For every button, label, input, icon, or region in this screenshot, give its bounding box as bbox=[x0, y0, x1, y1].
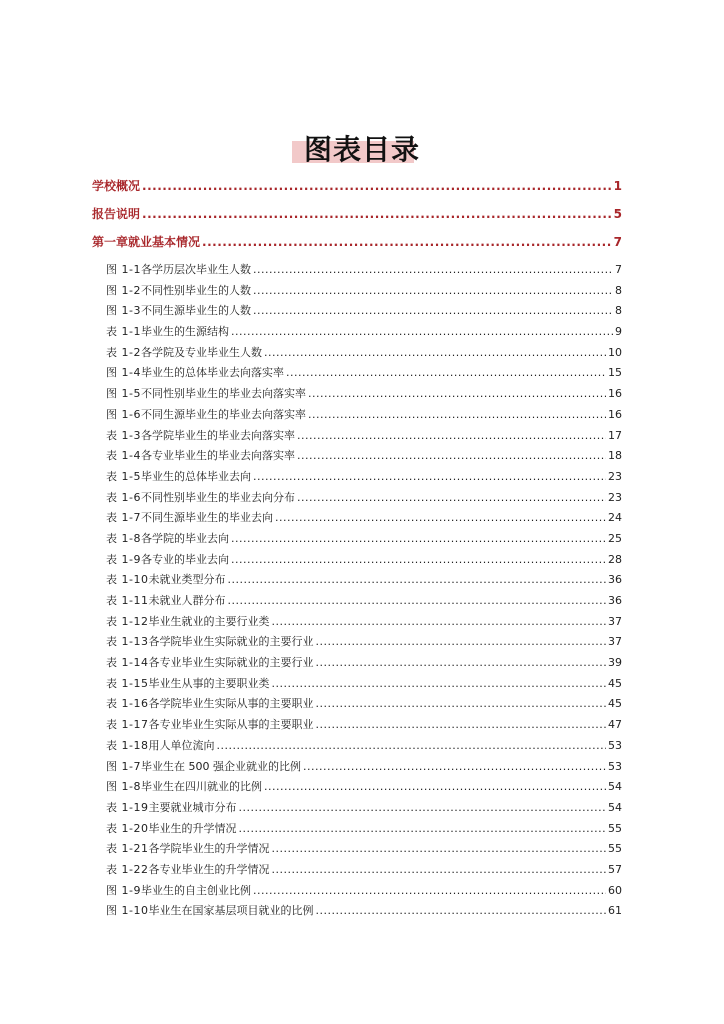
toc-entry-title: 不同性别毕业生的人数 bbox=[140, 283, 251, 297]
toc-entry-title: 不同生源毕业生的毕业去向落实率 bbox=[140, 407, 306, 421]
toc-entry-label: 表 1-15 bbox=[106, 676, 149, 690]
toc-dot-leader bbox=[238, 798, 606, 818]
toc-page-number: 47 bbox=[608, 718, 622, 732]
table-of-contents bbox=[92, 176, 622, 922]
toc-page-number: 16 bbox=[608, 387, 622, 401]
toc-page-number: 53 bbox=[608, 738, 622, 752]
toc-sub-entry[interactable] bbox=[92, 632, 622, 653]
toc-entry-label: 学校概况 bbox=[92, 179, 141, 193]
toc-page-number: 25 bbox=[608, 531, 622, 545]
toc-entry-title: 各学院毕业生的毕业去向落实率 bbox=[140, 428, 295, 442]
toc-entry-title: 主要就业城市分布 bbox=[148, 800, 237, 814]
toc-entry-title: 毕业生就业的主要行业类 bbox=[148, 614, 270, 628]
toc-page-number: 28 bbox=[608, 552, 622, 566]
toc-sub-entry[interactable] bbox=[92, 301, 622, 322]
toc-entry-label: 报告说明 bbox=[92, 207, 141, 221]
toc-entry-title: 各学院毕业生实际就业的主要行业 bbox=[148, 635, 314, 649]
toc-entry-label: 图 1-7 bbox=[106, 759, 141, 773]
toc-dot-leader bbox=[271, 860, 606, 880]
toc-entry-title: 不同生源毕业生的人数 bbox=[140, 304, 251, 318]
toc-entry-title: 用人单位流向 bbox=[148, 738, 215, 752]
toc-page-number: 54 bbox=[608, 800, 622, 814]
toc-dot-leader bbox=[253, 467, 606, 487]
toc-entry-label: 表 1-3 bbox=[106, 428, 141, 442]
toc-main-entry[interactable] bbox=[92, 204, 622, 232]
toc-sub-entry[interactable] bbox=[92, 550, 622, 571]
toc-page-number: 17 bbox=[608, 428, 622, 442]
toc-sub-entry[interactable] bbox=[92, 281, 622, 302]
toc-page-number: 37 bbox=[608, 614, 622, 628]
toc-sub-entry[interactable] bbox=[92, 777, 622, 798]
toc-entry-label: 图 1-2 bbox=[106, 283, 141, 297]
toc-page-number: 37 bbox=[608, 635, 622, 649]
toc-dot-leader bbox=[315, 632, 606, 652]
toc-page-number: 9 bbox=[615, 325, 622, 339]
toc-page-number: 15 bbox=[608, 366, 622, 380]
toc-entry-title: 各专业毕业生实际从事的主要职业 bbox=[148, 718, 314, 732]
toc-dot-leader bbox=[271, 674, 606, 694]
toc-page-number: 36 bbox=[608, 573, 622, 587]
toc-entry-label: 表 1-12 bbox=[106, 614, 149, 628]
toc-dot-leader bbox=[315, 901, 606, 921]
toc-dot-leader bbox=[315, 694, 606, 714]
toc-entry-label: 表 1-6 bbox=[106, 490, 141, 504]
toc-entry-title: 毕业生从事的主要职业类 bbox=[148, 676, 270, 690]
toc-sub-entry[interactable] bbox=[92, 488, 622, 509]
toc-entry-title: 毕业生的总体毕业去向 bbox=[140, 469, 251, 483]
toc-entry-label: 表 1-19 bbox=[106, 800, 149, 814]
toc-entry-title: 各学院毕业生实际从事的主要职业 bbox=[148, 697, 314, 711]
toc-dot-leader bbox=[286, 363, 606, 383]
toc-sub-entry[interactable] bbox=[92, 426, 622, 447]
toc-entry-title: 毕业生在国家基层项目就业的比例 bbox=[148, 904, 314, 918]
toc-dot-leader bbox=[253, 301, 613, 321]
toc-page-number: 55 bbox=[608, 821, 622, 835]
toc-entry-title: 各专业的毕业去向 bbox=[140, 552, 229, 566]
toc-page-number: 7 bbox=[613, 235, 622, 249]
toc-sub-entry[interactable] bbox=[92, 343, 622, 364]
toc-dot-leader bbox=[227, 570, 606, 590]
toc-sub-entry[interactable] bbox=[92, 467, 622, 488]
toc-dot-leader bbox=[231, 529, 606, 549]
toc-sub-entry[interactable] bbox=[92, 901, 622, 922]
toc-sub-entry[interactable] bbox=[92, 508, 622, 529]
toc-dot-leader bbox=[308, 405, 606, 425]
toc-sub-entry[interactable] bbox=[92, 694, 622, 715]
title-block bbox=[0, 128, 724, 168]
toc-sub-entry[interactable] bbox=[92, 757, 622, 778]
toc-entry-label: 表 1-4 bbox=[106, 449, 141, 463]
toc-entry-title: 各学历层次毕业生人数 bbox=[140, 263, 251, 276]
toc-page-number: 18 bbox=[608, 449, 622, 463]
toc-page-number: 57 bbox=[608, 862, 622, 876]
toc-page-number: 24 bbox=[608, 511, 622, 525]
toc-entry-label: 表 1-20 bbox=[106, 821, 149, 835]
toc-dot-leader bbox=[202, 232, 612, 252]
toc-entry-label: 表 1-8 bbox=[106, 531, 141, 545]
toc-entry-label: 图 1-5 bbox=[106, 387, 141, 401]
toc-entry-label: 表 1-16 bbox=[106, 697, 149, 711]
toc-dot-leader bbox=[253, 881, 606, 901]
toc-entry-title: 未就业类型分布 bbox=[148, 573, 226, 587]
toc-entry-title: 各学院的毕业去向 bbox=[140, 531, 229, 545]
toc-entry-title: 不同生源毕业生的毕业去向 bbox=[140, 511, 273, 525]
toc-entry-label: 表 1-22 bbox=[106, 862, 149, 876]
toc-dot-leader bbox=[297, 446, 606, 466]
toc-sub-entry[interactable] bbox=[92, 570, 622, 591]
toc-dot-leader bbox=[271, 839, 606, 859]
toc-sub-entry[interactable] bbox=[92, 405, 622, 426]
toc-entry-label: 表 1-2 bbox=[106, 345, 141, 359]
toc-entry-title: 毕业生的升学情况 bbox=[148, 821, 237, 835]
toc-dot-leader bbox=[308, 384, 606, 404]
toc-dot-leader bbox=[227, 591, 606, 611]
toc-sub-entry[interactable] bbox=[92, 736, 622, 757]
toc-page-number: 36 bbox=[608, 594, 622, 607]
toc-entry-label: 表 1-17 bbox=[106, 718, 149, 732]
toc-dot-leader bbox=[231, 322, 613, 342]
toc-entry-label: 表 1-11 bbox=[106, 594, 149, 607]
toc-dot-leader bbox=[297, 426, 606, 446]
toc-dot-leader bbox=[297, 488, 606, 508]
toc-entry-title: 毕业生在 500 强企业就业的比例 bbox=[140, 759, 301, 773]
toc-sub-entry[interactable] bbox=[92, 529, 622, 550]
toc-page-number: 55 bbox=[608, 842, 622, 856]
toc-page-number: 60 bbox=[608, 883, 622, 897]
toc-sub-entry[interactable] bbox=[92, 881, 622, 902]
toc-sub-entry[interactable] bbox=[92, 363, 622, 384]
toc-entry-label: 表 1-13 bbox=[106, 635, 149, 649]
toc-page-number: 5 bbox=[613, 207, 622, 221]
toc-sub-entry[interactable] bbox=[92, 674, 622, 695]
toc-sub-entry[interactable] bbox=[92, 860, 622, 881]
toc-page-number: 23 bbox=[608, 469, 622, 483]
toc-entry-label: 表 1-21 bbox=[106, 842, 149, 856]
toc-main-entry[interactable] bbox=[92, 232, 622, 260]
toc-entry-label: 图 1-10 bbox=[106, 904, 149, 918]
toc-entry-title: 不同性别毕业生的毕业去向分布 bbox=[140, 490, 295, 504]
toc-sub-entry[interactable] bbox=[92, 715, 622, 736]
toc-entry-label: 图 1-8 bbox=[106, 780, 141, 794]
toc-sub-entry[interactable] bbox=[92, 384, 622, 405]
toc-entry-label: 图 1-4 bbox=[106, 366, 141, 380]
toc-entry-title: 未就业人群分布 bbox=[148, 594, 226, 607]
toc-entry-label: 第一章 bbox=[92, 235, 129, 249]
toc-entry-label: 表 1-7 bbox=[106, 511, 141, 525]
toc-sub-entry[interactable] bbox=[92, 260, 622, 281]
page-title: 图表目录 bbox=[303, 133, 420, 166]
toc-entry-title: 毕业生在四川就业的比例 bbox=[140, 780, 262, 794]
toc-page-number: 54 bbox=[608, 780, 622, 794]
toc-dot-leader bbox=[271, 612, 606, 632]
toc-dot-leader bbox=[216, 736, 606, 756]
toc-dot-leader bbox=[142, 204, 612, 224]
toc-page-number: 8 bbox=[615, 283, 622, 297]
toc-entry-label: 表 1-18 bbox=[106, 738, 149, 752]
toc-dot-leader bbox=[142, 176, 612, 196]
toc-entry-title: 毕业生的总体毕业去向落实率 bbox=[140, 366, 284, 380]
toc-main-entry[interactable] bbox=[92, 176, 622, 204]
toc-dot-leader bbox=[253, 260, 613, 280]
toc-sub-entry[interactable] bbox=[92, 653, 622, 674]
toc-dot-leader bbox=[264, 343, 606, 363]
toc-sub-entry[interactable] bbox=[92, 322, 622, 343]
toc-dot-leader bbox=[303, 757, 606, 777]
toc-sub-entry[interactable] bbox=[92, 591, 622, 612]
toc-entry-title: 各专业毕业生的毕业去向落实率 bbox=[140, 449, 295, 463]
toc-entry-label: 表 1-1 bbox=[106, 325, 141, 339]
toc-entry-title: 毕业生的生源结构 bbox=[140, 325, 229, 339]
toc-page-number: 16 bbox=[608, 407, 622, 421]
toc-page-number: 10 bbox=[608, 345, 622, 359]
toc-dot-leader bbox=[264, 777, 606, 797]
toc-entry-title: 各专业毕业生的升学情况 bbox=[148, 862, 270, 876]
toc-entry-label: 图 1-1 bbox=[106, 263, 141, 276]
toc-entry-label: 表 1-5 bbox=[106, 469, 141, 483]
toc-dot-leader bbox=[253, 281, 613, 301]
toc-page-number: 39 bbox=[608, 656, 622, 670]
toc-entry-label: 图 1-9 bbox=[106, 883, 141, 897]
toc-sub-entry[interactable] bbox=[92, 446, 622, 467]
toc-entry-label: 表 1-9 bbox=[106, 552, 141, 566]
toc-entry-title: 就业基本情况 bbox=[128, 235, 201, 249]
toc-entry-label: 图 1-3 bbox=[106, 304, 141, 318]
toc-dot-leader bbox=[238, 819, 606, 839]
toc-entry-label: 表 1-10 bbox=[106, 573, 149, 587]
toc-dot-leader bbox=[231, 550, 606, 570]
toc-dot-leader bbox=[315, 653, 606, 673]
toc-dot-leader bbox=[275, 508, 606, 528]
toc-dot-leader bbox=[315, 715, 606, 735]
toc-page-number: 45 bbox=[608, 697, 622, 711]
toc-entry-title: 毕业生的自主创业比例 bbox=[140, 883, 251, 897]
toc-sub-entry[interactable] bbox=[92, 612, 622, 633]
toc-sub-entry[interactable] bbox=[92, 798, 622, 819]
toc-page-number: 23 bbox=[608, 490, 622, 504]
toc-entry-title: 各专业毕业生实际就业的主要行业 bbox=[148, 656, 314, 670]
toc-entry-title: 各学院及专业毕业生人数 bbox=[140, 345, 262, 359]
toc-entry-title: 不同性别毕业生的毕业去向落实率 bbox=[140, 387, 306, 401]
toc-page-number: 45 bbox=[608, 676, 622, 690]
toc-sub-entry[interactable] bbox=[92, 839, 622, 860]
toc-page-number: 8 bbox=[615, 304, 622, 318]
toc-entry-title: 各学院毕业生的升学情况 bbox=[148, 842, 270, 856]
toc-sub-entry[interactable] bbox=[92, 819, 622, 840]
toc-entry-label: 图 1-6 bbox=[106, 407, 141, 421]
toc-entry-label: 表 1-14 bbox=[106, 656, 149, 670]
toc-page-number: 53 bbox=[608, 759, 622, 773]
toc-page-number: 7 bbox=[615, 263, 622, 276]
toc-page-number: 1 bbox=[613, 179, 622, 193]
toc-page-number: 61 bbox=[608, 904, 622, 918]
